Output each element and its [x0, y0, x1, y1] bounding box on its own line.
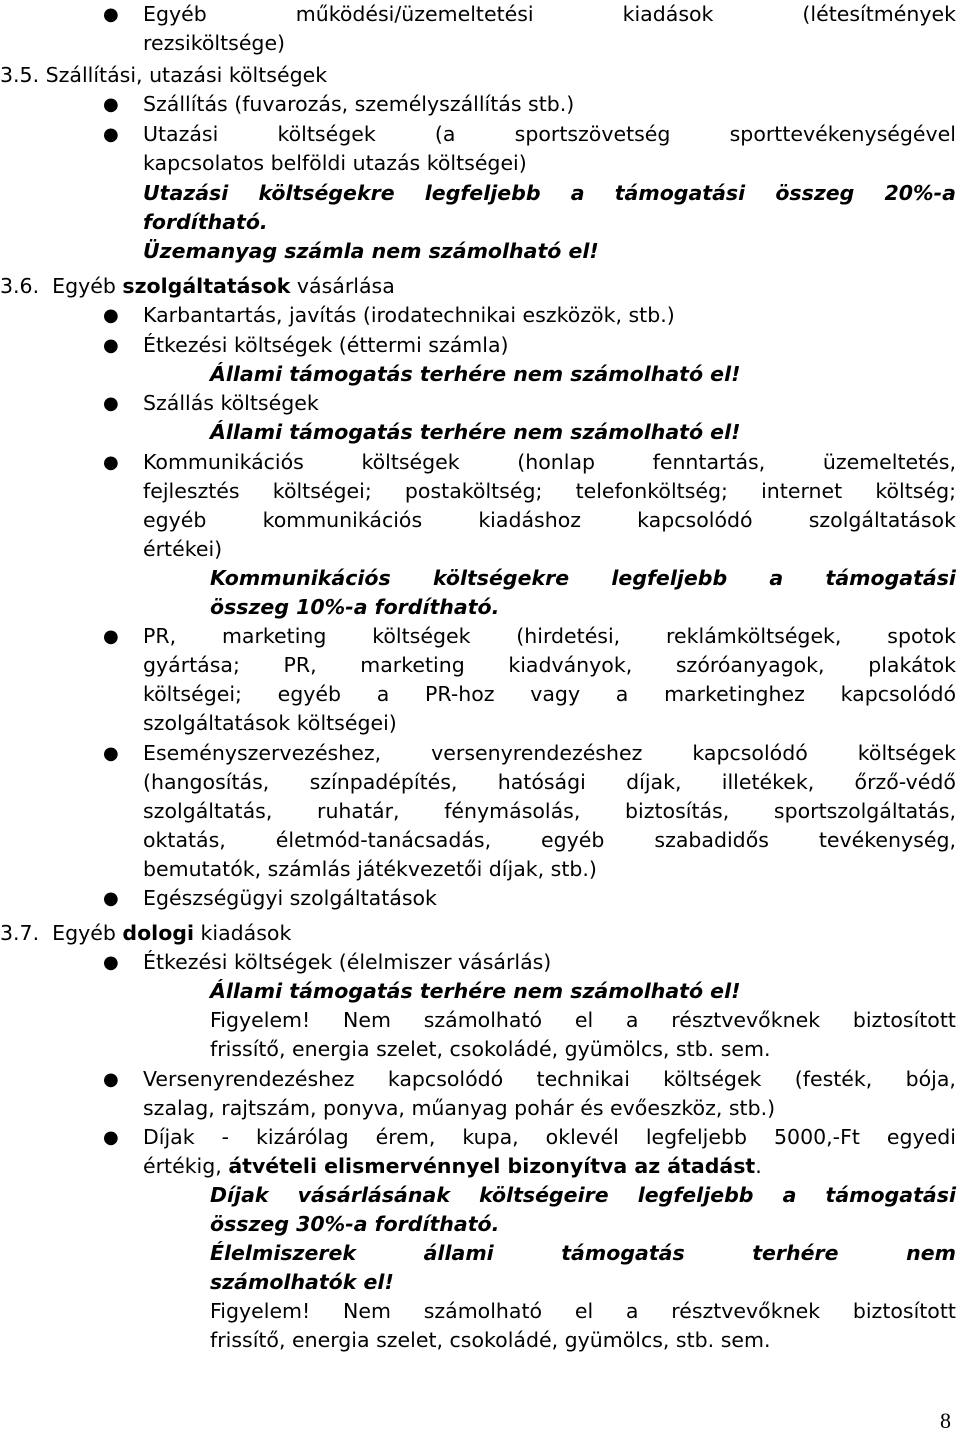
word: Versenyrendezéshez — [143, 1067, 355, 1091]
word: Nem — [343, 1299, 391, 1323]
word: költségek — [857, 741, 956, 765]
text-line: Étkezési költségek (éttermi számla) — [143, 333, 509, 357]
emphasis-line: összeg 10%-a fordítható. — [210, 595, 500, 619]
word: gyártása; — [143, 653, 240, 677]
word: versenyrendezéshez — [431, 741, 643, 765]
word: állami — [423, 1241, 494, 1265]
text-line: Szállítás (fuvarozás, személyszállítás stb.) — [143, 92, 575, 116]
justified-line — [143, 622, 956, 651]
word: életmód-tanácsadás, — [275, 828, 492, 852]
justified-line — [143, 1123, 956, 1152]
word: költségekre — [258, 181, 395, 205]
word: biztosított — [852, 1299, 956, 1323]
word: 20%-a — [884, 181, 956, 205]
word: tevékenység, — [818, 828, 956, 852]
word: Élelmiszerek — [210, 1241, 357, 1265]
word: a — [782, 1183, 797, 1207]
page-number: 8 — [940, 1408, 951, 1433]
text-line: szolgáltatások költségei) — [143, 711, 397, 735]
word: sportszövetség — [514, 122, 671, 146]
word: támogatási — [614, 181, 746, 205]
justified-line — [210, 1006, 956, 1035]
word: (hangosítás, — [143, 770, 270, 794]
word: Kommunikációs — [210, 566, 391, 590]
text-line: szalag, rajtszám, ponyva, műanyag pohár és evőeszköz, stb.) — [143, 1096, 776, 1120]
word: fejlesztés — [143, 479, 240, 503]
word: technikai — [536, 1067, 630, 1091]
word: nem — [906, 1241, 956, 1265]
emphasis-line: számolhatók el! — [210, 1270, 394, 1294]
word: postaköltség; — [404, 479, 543, 503]
word: reklámköltségek, — [666, 624, 842, 648]
bullet: ● — [103, 952, 119, 973]
word: bója, — [905, 1067, 956, 1091]
text-line: Étkezési költségek (élelmiszer vásárlás) — [143, 950, 552, 974]
word: színpadépítés, — [309, 770, 458, 794]
word: résztvevőknek — [671, 1299, 821, 1323]
word: a — [615, 682, 629, 706]
bullet: ● — [103, 305, 119, 326]
justified-line — [143, 448, 956, 477]
word: költségei; — [143, 682, 242, 706]
word: költségei; — [272, 479, 372, 503]
text-line: kapcsolatos belföldi utazás költségei) — [143, 151, 527, 175]
word: a — [625, 1299, 639, 1323]
word: oktatás, — [143, 828, 226, 852]
word: vagy — [530, 682, 581, 706]
word: kapcsolódó — [637, 508, 753, 532]
word: költségek — [372, 624, 471, 648]
heading-text: Egyéb — [52, 921, 123, 945]
word: (festék, — [794, 1067, 873, 1091]
word: kiadások — [622, 2, 714, 26]
word: oklevél — [545, 1125, 619, 1149]
justified-line — [143, 477, 956, 506]
bold-fragment: átvételi elismervénnyel bizonyítva az átadást — [228, 1154, 756, 1178]
word: költségek — [361, 450, 460, 474]
word: díjak, — [626, 770, 682, 794]
bullet: ● — [103, 743, 119, 764]
word: számolható — [423, 1299, 543, 1323]
word: PR, — [283, 653, 317, 677]
word: a — [769, 566, 784, 590]
word: támogatási — [825, 1183, 956, 1207]
bullet: ● — [103, 94, 119, 115]
word: őrző-védő — [854, 770, 956, 794]
word: kizárólag — [256, 1125, 349, 1149]
text-line: Egészségügyi szolgáltatások — [143, 886, 437, 910]
word: 5000,-Ft — [774, 1125, 860, 1149]
justified-line — [143, 768, 956, 797]
heading-text: kiadások — [194, 921, 292, 945]
word: legfeljebb — [637, 1183, 754, 1207]
word: spotok — [887, 624, 956, 648]
word: Figyelem! — [210, 1008, 311, 1032]
word: a — [570, 181, 585, 205]
text-line: Szállás költségek — [143, 391, 319, 415]
word: fénymásolás, — [444, 799, 581, 823]
word: ruhatár, — [317, 799, 400, 823]
word: el — [574, 1299, 594, 1323]
word: kapcsolódó — [387, 1067, 504, 1091]
word: résztvevőknek — [671, 1008, 821, 1032]
word: telefonköltség; — [575, 479, 728, 503]
word: internet — [761, 479, 843, 503]
word: (hirdetési, — [516, 624, 621, 648]
word: terhére — [752, 1241, 839, 1265]
text-fragment: értékig, — [143, 1154, 229, 1178]
text-line: bemutatók, számlás játékvezetői díjak, stb.) — [143, 857, 597, 881]
heading-text: Egyéb — [52, 274, 123, 298]
bullet: ● — [103, 888, 119, 909]
word: - — [221, 1125, 230, 1149]
word: (a — [434, 122, 456, 146]
justified-line — [143, 826, 956, 855]
word: támogatási — [825, 566, 956, 590]
word: kapcsolódó — [840, 682, 956, 706]
text-line: Karbantartás, javítás (irodatechnikai eszközök, stb.) — [143, 303, 675, 327]
word: fenntartás, — [652, 450, 766, 474]
word: marketing — [360, 653, 465, 677]
word: vásárlásának — [297, 1183, 450, 1207]
word: költségek — [663, 1067, 762, 1091]
bullet: ● — [103, 1127, 119, 1148]
word: sporttevékenységével — [729, 122, 956, 146]
word: üzemeltetés, — [822, 450, 956, 474]
word: működési/üzemeltetési — [295, 2, 534, 26]
word: el — [574, 1008, 594, 1032]
emphasis-line: Állami támogatás terhére nem számolható el! — [210, 362, 741, 386]
word: kommunikációs — [262, 508, 423, 532]
word: Utazási — [143, 122, 219, 146]
section-heading-3-5: 3.5. Szállítási, utazási költségek — [0, 63, 328, 87]
word: biztosítás, — [625, 799, 730, 823]
justified-line — [210, 1297, 956, 1326]
word: marketinghez — [664, 682, 805, 706]
emphasis-line: fordítható. — [143, 210, 268, 234]
section-number: 3.6. — [0, 274, 40, 298]
justified-line — [143, 739, 956, 768]
section-number: 3.7. — [0, 921, 40, 945]
word: Figyelem! — [210, 1299, 311, 1323]
heading-bold: szolgáltatások — [122, 274, 291, 298]
bullet: ● — [103, 452, 119, 473]
word: érem, — [375, 1125, 436, 1149]
word: Kommunikációs — [143, 450, 304, 474]
bullet: ● — [103, 335, 119, 356]
word: legfeljebb — [611, 566, 728, 590]
word: Egyéb — [143, 2, 207, 26]
text-line: frissítő, energia szelet, csokoládé, gyümölcs, stb. sem. — [210, 1037, 771, 1061]
word: egyedi — [886, 1125, 956, 1149]
word: költség; — [875, 479, 956, 503]
bullet: ● — [103, 626, 119, 647]
word: PR-hoz — [425, 682, 495, 706]
justified-line — [143, 1065, 956, 1094]
word: Utazási — [143, 181, 229, 205]
word: a — [376, 682, 390, 706]
word: költségeire — [479, 1183, 609, 1207]
bullet: ● — [103, 1069, 119, 1090]
word: összeg — [775, 181, 855, 205]
word: költségek — [277, 122, 376, 146]
word: támogatás — [561, 1241, 685, 1265]
text-line — [143, 1152, 762, 1181]
word: a — [625, 1008, 639, 1032]
emphasis-line: Állami támogatás terhére nem számolható el! — [210, 420, 741, 444]
emphasis-line — [210, 1181, 956, 1210]
text-line: frissítő, energia szelet, csokoládé, gyümölcs, stb. sem. — [210, 1328, 771, 1352]
word: kiadáshoz — [478, 508, 581, 532]
word: plakátok — [868, 653, 956, 677]
heading-text: vásárlása — [290, 274, 395, 298]
word: sportszolgáltatás, — [773, 799, 956, 823]
word: hatósági — [497, 770, 586, 794]
word: marketing — [221, 624, 327, 648]
word: egyéb — [143, 508, 207, 532]
word: számolható — [423, 1008, 543, 1032]
word: kapcsolódó — [692, 741, 808, 765]
word: Nem — [343, 1008, 391, 1032]
word: legfeljebb — [645, 1125, 748, 1149]
emphasis-line: összeg 30%-a fordítható. — [210, 1212, 500, 1236]
word: szolgáltatások — [808, 508, 956, 532]
text-line: értékei) — [143, 537, 223, 561]
word: kiadványok, — [508, 653, 633, 677]
emphasis-line: Állami támogatás terhére nem számolható el! — [210, 979, 741, 1003]
heading-bold: dologi — [122, 921, 194, 945]
word: (létesítmények — [802, 2, 956, 26]
word: legfeljebb — [424, 181, 541, 205]
word: Díjak — [210, 1183, 269, 1207]
emphasis-line — [210, 1239, 956, 1268]
word: Díjak — [143, 1125, 195, 1149]
justified-line — [143, 506, 956, 535]
justified-line — [143, 680, 956, 709]
word: egyéb — [541, 828, 605, 852]
bullet: ● — [103, 124, 119, 145]
word: (honlap — [517, 450, 596, 474]
bullet: ● — [103, 4, 119, 25]
word: kupa, — [462, 1125, 519, 1149]
word: illetékek, — [721, 770, 815, 794]
section-heading-3-6 — [0, 272, 395, 301]
bullet: ● — [103, 393, 119, 414]
emphasis-line — [210, 564, 956, 593]
word: szóróanyagok, — [675, 653, 825, 677]
text-fragment: . — [755, 1154, 762, 1178]
word: PR, — [143, 624, 177, 648]
text-line: rezsiköltsége) — [143, 31, 286, 55]
word: biztosított — [852, 1008, 956, 1032]
section-heading-3-7 — [0, 919, 291, 948]
justified-line — [143, 120, 956, 149]
emphasis-line: Üzemanyag számla nem számolható el! — [143, 239, 599, 263]
justified-line — [143, 651, 956, 680]
word: szolgáltatás, — [143, 799, 273, 823]
word: szabadidős — [654, 828, 769, 852]
justified-line — [143, 797, 956, 826]
word: költségekre — [432, 566, 570, 590]
word: egyéb — [277, 682, 342, 706]
justified-line — [143, 0, 956, 29]
word: Eseményszervezéshez, — [143, 741, 382, 765]
emphasis-line — [143, 179, 956, 208]
